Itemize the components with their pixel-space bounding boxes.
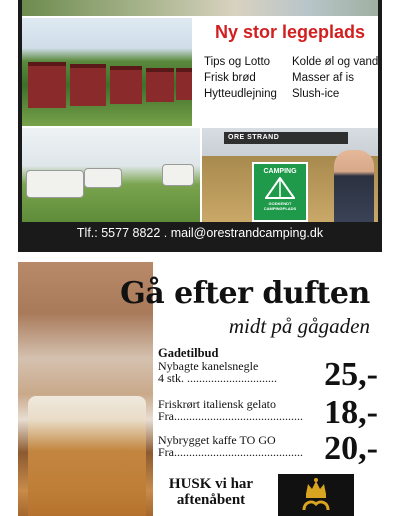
camping-sign-label: CAMPING — [263, 168, 297, 175]
offer-price: 18,- — [324, 394, 378, 431]
feature-item: Hytteudlejning — [204, 88, 277, 100]
offer-line: Nybrygget kaffe TO GO — [158, 433, 276, 447]
offer-desc — [158, 398, 308, 422]
tent-icon — [265, 177, 295, 199]
ad-subtitle: midt på gågaden — [228, 314, 370, 338]
offer-line: 4 stk. .............................. — [158, 371, 278, 385]
feature-item: Slush-ice — [292, 88, 340, 100]
camping-sign — [252, 162, 308, 222]
offer-desc — [158, 434, 308, 458]
offer-price: 25,- — [324, 356, 378, 393]
office-photo — [202, 128, 378, 222]
approval-text: GODKENDT CAMPINGPLADS — [263, 201, 297, 211]
coffee-cup — [28, 396, 146, 516]
camping-ad — [18, 0, 382, 252]
building-sign: ORE STRAND — [224, 132, 348, 144]
offer-line: Friskrørt italiensk gelato — [158, 397, 276, 411]
offer-line: Fra........................................... — [158, 445, 303, 459]
offers-heading: Gadetilbud — [158, 346, 219, 360]
caravans-photo — [22, 128, 200, 222]
offer-line: Nybagte kanelsnegle — [158, 359, 259, 373]
feature-item: Kolde øl og vand — [292, 56, 379, 68]
reminder-line: HUSK vi har — [168, 476, 254, 492]
contact-line: Tlf.: 5577 8822 . mail@orestrandcamping.dk — [76, 226, 324, 240]
offer-price: 20,- — [324, 430, 378, 467]
evening-reminder — [158, 476, 264, 508]
reminder-line: aftenåbent — [176, 492, 246, 508]
crown-icon — [278, 474, 354, 516]
cabins-photo — [22, 18, 192, 126]
offer-item — [158, 356, 378, 396]
offer-line: Fra........................................... — [158, 409, 303, 423]
offer-desc — [158, 360, 308, 384]
features-left — [204, 54, 277, 102]
offer-item — [158, 430, 378, 470]
offer-item — [158, 394, 378, 434]
feature-item: Masser af is — [292, 72, 354, 84]
beach-photo — [22, 0, 378, 16]
features-right — [292, 54, 378, 102]
feature-item: Frisk brød — [204, 72, 256, 84]
ad-title: Gå efter duften — [120, 276, 370, 311]
feature-item: Tips og Lotto — [204, 56, 271, 68]
bakery-logo — [278, 474, 354, 516]
headline: Ny stor legeplads — [214, 22, 366, 42]
bakery-ad — [18, 262, 382, 516]
host-portrait — [334, 150, 374, 222]
